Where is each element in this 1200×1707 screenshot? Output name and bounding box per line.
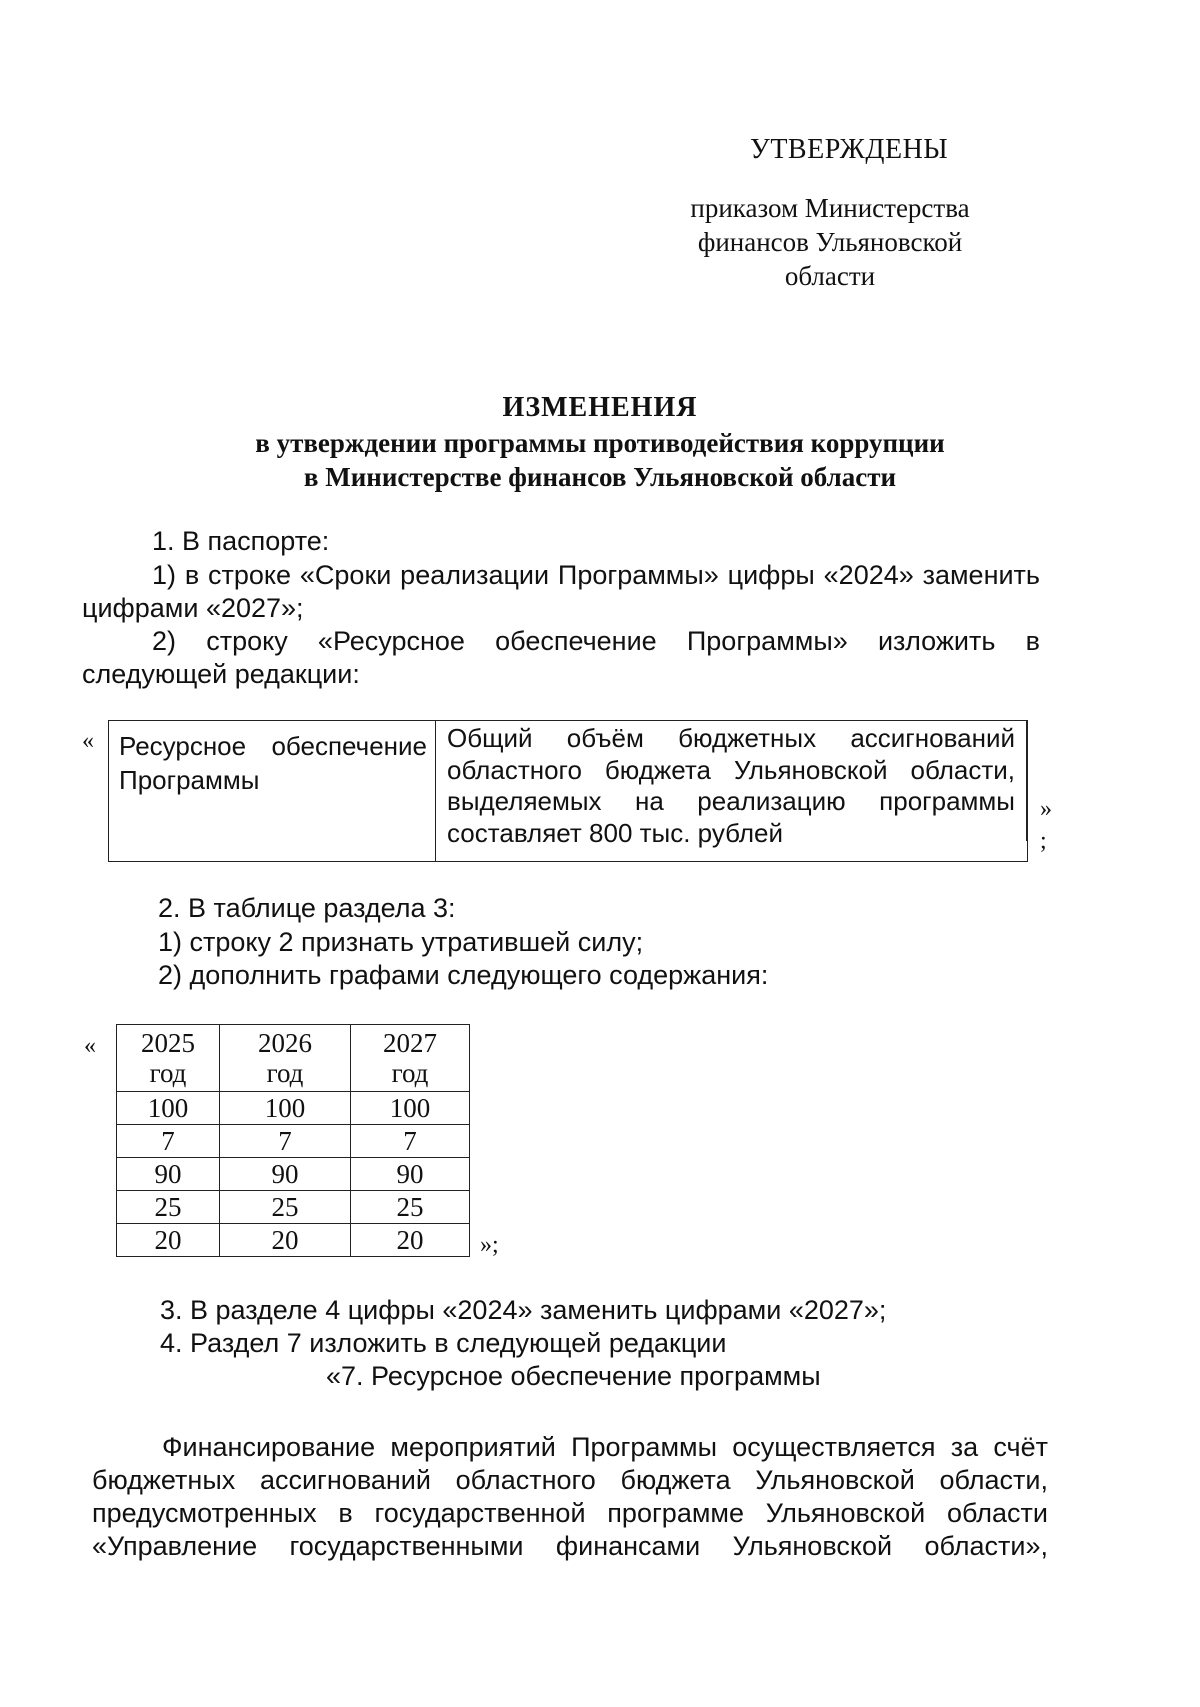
passport-label-line-1: Ресурсное обеспечение: [119, 731, 427, 761]
table-row: [117, 1191, 470, 1224]
years-table: [116, 1024, 470, 1257]
year-header-2026: 2026 год: [220, 1025, 351, 1092]
table-cell: 25: [351, 1191, 470, 1224]
passport-value-line-1: Общий объём бюджетных ассигнований: [447, 723, 1015, 753]
section-1-heading: 1. В паспорте:: [152, 526, 330, 556]
years-close-quote: »;: [480, 1232, 499, 1258]
open-quote-mark: «: [82, 728, 94, 754]
years-open-quote: «: [84, 1033, 96, 1059]
document-subtitle-line-2: в Министерстве финансов Ульяновской области: [303, 462, 897, 492]
table-cell: 20: [117, 1224, 220, 1257]
approval-line-3: области: [784, 261, 876, 291]
financing-line-3: предусмотренных в государственной программе Ульяновской области: [92, 1498, 1048, 1528]
section-3-item: 3. В разделе 4 цифры «2024» заменить цифрами «2027»;: [160, 1295, 887, 1325]
approval-line-1: приказом Министерства: [690, 193, 970, 223]
table-cell: 7: [117, 1125, 220, 1158]
section-1-item-2-line-1: 2) строку «Ресурсное обеспечение Программы» изложить в: [152, 626, 1040, 656]
table-cell: 100: [220, 1092, 351, 1125]
document-subtitle-line-1: в утверждении программы противодействия коррупции: [255, 428, 945, 458]
section-2-item-2: 2) дополнить графами следующего содержания:: [158, 960, 769, 990]
year-header-2027: 2027 год: [351, 1025, 470, 1092]
section-2-item-1: 1) строку 2 признать утратившей силу;: [158, 927, 644, 957]
section-1-item-1-line-1: 1) в строке «Сроки реализации Программы» цифры «2024» заменить: [152, 560, 1040, 590]
year-header-2025: 2025 год: [117, 1025, 220, 1092]
passport-value-line-2: областного бюджета Ульяновской области,: [447, 754, 1015, 785]
table-cell: 20: [220, 1224, 351, 1257]
table-cell: 90: [351, 1158, 470, 1191]
table-cell: 7: [351, 1125, 470, 1158]
passport-row-value: [447, 723, 1015, 849]
years-table-header-row: [117, 1025, 470, 1092]
table-row: [117, 1158, 470, 1191]
section-1-item-1-line-2: цифрами «2027»;: [82, 593, 304, 623]
approval-line-2: финансов Ульяновской: [697, 227, 963, 257]
table-cell: 25: [117, 1191, 220, 1224]
document-title: ИЗМЕНЕНИЯ: [502, 392, 698, 423]
passport-value-line-3: выделяемых на реализацию программы: [447, 786, 1015, 816]
section-7-subheading: «7. Ресурсное обеспечение программы: [326, 1361, 821, 1391]
table-cell: 100: [117, 1092, 220, 1125]
section-4-item: 4. Раздел 7 изложить в следующей редакции: [160, 1328, 727, 1358]
table-column-divider: [435, 721, 436, 861]
close-quote-mark: »: [1040, 796, 1052, 822]
passport-resource-table: [108, 720, 1028, 862]
table-cell: 7: [220, 1125, 351, 1158]
financing-line-1: Финансирование мероприятий Программы осуществляется за счёт: [162, 1432, 1048, 1462]
approval-heading: УТВЕРЖДЕНЫ: [750, 134, 949, 165]
table-cell: 90: [220, 1158, 351, 1191]
section-2-heading: 2. В таблице раздела 3:: [158, 893, 456, 923]
financing-line-4: «Управление государственными финансами Ульяновской области»,: [92, 1531, 1048, 1561]
passport-row-label: [119, 729, 427, 797]
section-1-item-2-line-2: следующей редакции:: [82, 659, 360, 689]
table-right-divider: [1026, 721, 1027, 841]
semicolon-mark: ;: [1040, 828, 1047, 854]
table-cell: 90: [117, 1158, 220, 1191]
passport-value-line-4: составляет 800 тыс. рублей: [447, 817, 784, 848]
table-cell: 20: [351, 1224, 470, 1257]
passport-label-line-2: Программы: [119, 765, 260, 795]
table-row: [117, 1092, 470, 1125]
table-row: [117, 1224, 470, 1257]
table-cell: 25: [220, 1191, 351, 1224]
financing-line-2: бюджетных ассигнований областного бюджета Ульяновской области,: [92, 1465, 1048, 1495]
table-cell: 100: [351, 1092, 470, 1125]
table-row: [117, 1125, 470, 1158]
